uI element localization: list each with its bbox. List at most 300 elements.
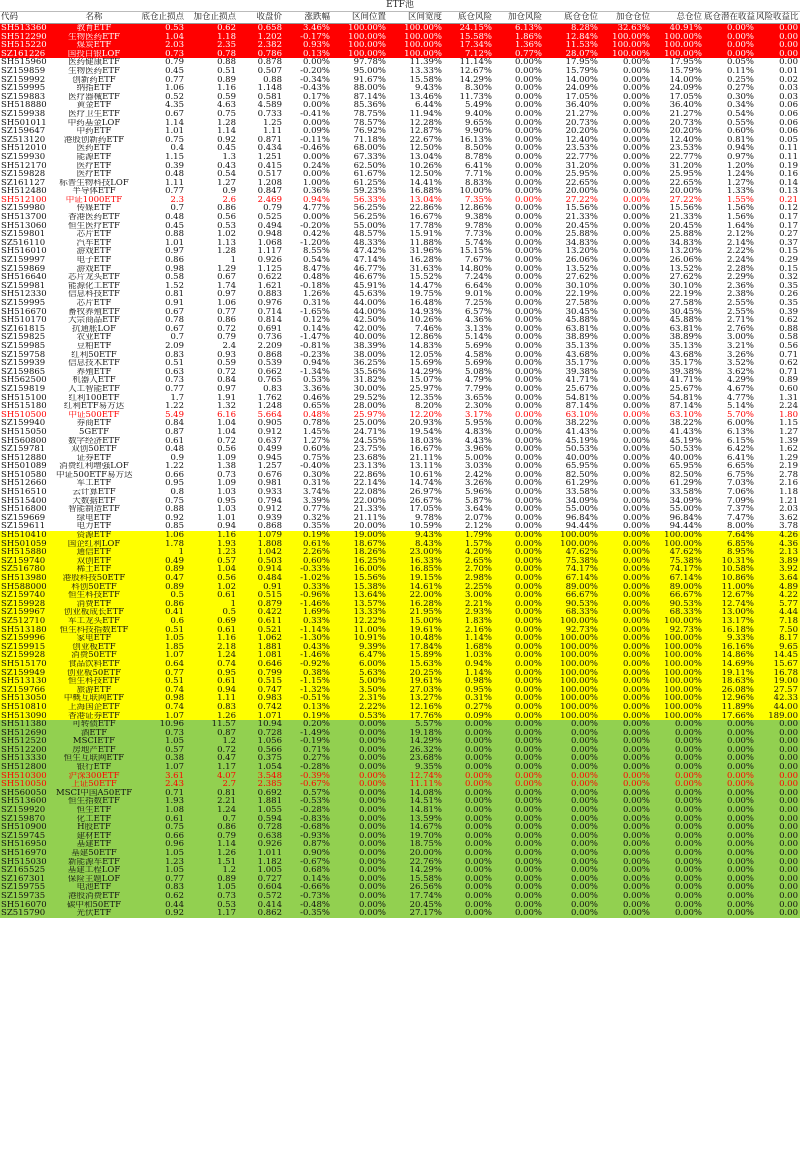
etf-code-cell: SH512520 [0, 737, 56, 746]
value-cell: 4.29% [726, 376, 754, 385]
value-cell: 1.15 [165, 152, 184, 162]
table-row [0, 901, 800, 910]
value-cell: 0.12% [302, 316, 330, 325]
etf-code-cell: SH501089 [1, 462, 47, 471]
value-cell: 22.00% [353, 496, 386, 506]
value-cell: 0.87% [284, 840, 332, 849]
etf-name-cell: 红利50ETF [71, 350, 117, 360]
value-cell: 10.96 [134, 720, 186, 729]
value-cell: 0.73 [217, 470, 236, 480]
value-cell: 0.00% [514, 144, 542, 153]
value-cell: 0.65% [302, 402, 330, 411]
value-cell: 30.45% [669, 307, 702, 317]
value-cell: 5.57% [388, 720, 444, 729]
value-cell: 0.61 [186, 626, 238, 635]
value-cell: 42.00% [353, 324, 386, 334]
value-cell: 0.00% [600, 643, 652, 652]
value-cell: 35.56% [353, 367, 386, 377]
etf-name-cell: 港股消费ETF [56, 892, 134, 901]
value-cell: 1.202 [238, 33, 284, 42]
value-cell: 2.18 [186, 643, 238, 652]
value-cell: 48.57% [353, 230, 386, 239]
value-cell: 0.00% [622, 101, 650, 110]
table-row [0, 858, 800, 867]
value-cell: 1.20% [726, 161, 754, 171]
value-cell: 0.06 [779, 127, 798, 136]
table-row [0, 617, 800, 626]
etf-name-cell: 机器人ETF [72, 376, 116, 385]
etf-code-cell: SH516800 [1, 505, 47, 514]
etf-name-cell: 港股科技50ETF [56, 574, 134, 583]
value-cell: 0.00% [652, 892, 704, 901]
value-cell: 100.00% [544, 531, 600, 540]
value-cell: 0.6 [134, 617, 186, 626]
value-cell: 0.31% [444, 694, 494, 703]
value-cell: 0.00% [622, 204, 650, 214]
value-cell: 6.15% [726, 436, 754, 446]
value-cell: 17.95% [669, 58, 702, 67]
value-cell: 3.36% [302, 384, 330, 394]
value-cell: 0.00% [600, 729, 652, 738]
value-cell: 0.79 [263, 204, 282, 214]
value-cell: 1.28 [217, 247, 236, 257]
value-cell: 0.72 [186, 746, 238, 755]
value-cell: 17.05% [409, 505, 442, 514]
value-cell: 0.00% [332, 883, 388, 892]
value-cell: 0.00% [514, 92, 542, 102]
value-cell: 100.00% [388, 50, 444, 59]
value-cell: 0.00% [514, 170, 542, 179]
value-cell: 0.00% [652, 849, 704, 858]
value-cell: 0.00% [494, 703, 544, 712]
value-cell: 1.01 [165, 238, 184, 248]
value-cell: -1.65% [300, 307, 330, 317]
value-cell: 24.09% [669, 84, 702, 93]
value-cell: 5.70% [726, 410, 754, 420]
etf-name-cell: 军工龙头ETF [56, 617, 134, 626]
value-cell: 0.00% [600, 892, 652, 901]
value-cell: 85.36% [353, 101, 386, 110]
value-cell: 0.00% [332, 789, 388, 798]
value-cell: 0.00% [544, 858, 600, 867]
value-cell: 6.75% [726, 470, 754, 480]
value-cell: 1 [230, 256, 236, 265]
value-cell: 15.91% [409, 230, 442, 239]
value-cell: 30.45% [565, 307, 598, 317]
etf-name-cell: 基建50ETF [56, 849, 134, 858]
value-cell: 1.93 [134, 797, 186, 806]
value-cell: 21.27% [669, 109, 702, 119]
etf-code-cell: SH510810 [0, 703, 56, 712]
value-cell: 0.00% [622, 367, 650, 377]
value-cell: 9.43% [388, 531, 444, 540]
value-cell: 27.62% [669, 273, 702, 282]
etf-name-cell: 传媒ETF [76, 204, 112, 214]
value-cell: 0.7 [170, 333, 184, 342]
value-cell: 1.09 [217, 479, 236, 489]
value-cell: 0.939 [257, 513, 282, 523]
value-cell: 0.00% [600, 737, 652, 746]
value-cell: 0.00% [704, 746, 756, 755]
table-row [0, 669, 800, 678]
value-cell: 13.52% [669, 264, 702, 274]
table-row [0, 299, 800, 308]
value-cell: 0.00% [444, 797, 494, 806]
value-cell: 9.65 [756, 643, 800, 652]
value-cell: 0.00% [514, 204, 542, 214]
etf-name-cell: 港股创新药ETF [63, 135, 125, 145]
value-cell: 0.00% [494, 720, 544, 729]
value-cell: 1.86% [494, 33, 544, 42]
value-cell: 0.00% [444, 858, 494, 867]
value-cell: 0.00% [622, 144, 650, 153]
value-cell: 4.67% [726, 384, 754, 394]
value-cell: 0.981 [257, 479, 282, 489]
value-cell: 34.83% [669, 238, 702, 248]
value-cell: 0.00% [704, 772, 756, 781]
value-cell: 27.58% [669, 299, 702, 308]
value-cell: 12.20% [409, 410, 442, 420]
value-cell: 34.09% [669, 496, 702, 506]
value-cell: 1.28 [217, 118, 236, 128]
value-cell: 1.16 [186, 531, 238, 540]
value-cell: 100.00% [600, 33, 652, 42]
value-cell: -1.49% [284, 729, 332, 738]
value-cell: 0.60 [779, 384, 798, 394]
value-cell: 0.00% [514, 299, 542, 308]
value-cell: 0.21 [779, 195, 798, 205]
value-cell: 1.07 [134, 712, 186, 721]
value-cell: 0.646 [238, 660, 284, 669]
value-cell: 0.27% [284, 754, 332, 763]
value-cell: 26.97% [409, 488, 442, 497]
value-cell: 12.67% [704, 591, 756, 600]
value-cell: 3.50% [332, 686, 388, 695]
value-cell: -0.67% [284, 858, 332, 867]
value-cell: 0.00% [444, 849, 494, 858]
etf-name-cell: 云计算ETF [72, 488, 116, 497]
value-cell: -0.33% [284, 565, 332, 574]
value-cell: 0.00% [652, 901, 704, 910]
value-cell: 0.71 [779, 350, 798, 360]
value-cell: 3.74% [302, 488, 330, 497]
value-cell: 0.00% [600, 789, 652, 798]
value-cell: 23.53% [669, 144, 702, 153]
value-cell: 30.00% [353, 384, 386, 394]
value-cell: 0.00% [332, 797, 388, 806]
value-cell: 0.53% [332, 712, 388, 721]
value-cell: 7.09% [726, 496, 754, 506]
value-cell: 4.589 [257, 101, 282, 110]
value-cell: 14.00% [565, 75, 598, 85]
value-cell: 68.00% [353, 144, 386, 153]
value-cell: 0.33% [284, 617, 332, 626]
value-cell: 0.503 [238, 557, 284, 566]
value-cell: 56.25% [353, 204, 386, 214]
value-cell: 44.00% [353, 299, 386, 308]
value-cell: 2.13 [756, 548, 800, 557]
value-cell: 0.00% [494, 600, 544, 609]
value-cell: 5.49 [165, 410, 184, 420]
value-cell: 5.95% [464, 419, 492, 428]
etf-code-cell: SZ161226 [0, 50, 56, 59]
value-cell: 1.068 [257, 238, 282, 248]
value-cell: 20.00% [388, 849, 444, 858]
value-cell: 4.35 [165, 101, 184, 110]
value-cell: 15.00% [388, 617, 444, 626]
value-cell: 31.63% [409, 264, 442, 274]
etf-name-cell: 证券ETF [76, 453, 112, 463]
value-cell: 23.68% [388, 754, 444, 763]
value-cell: 17.05% [669, 92, 702, 102]
etf-code-cell: SZ159801 [1, 230, 46, 239]
value-cell: 22.00% [388, 591, 444, 600]
value-cell: 0.00% [514, 316, 542, 325]
value-cell: 0.38 [134, 754, 186, 763]
value-cell: 78.75% [353, 109, 386, 119]
value-cell: 2.12% [464, 522, 492, 532]
value-cell: 2.385 [238, 780, 284, 789]
value-cell: 0.77% [302, 505, 330, 514]
value-cell: 19.61% [388, 677, 444, 686]
value-cell: 1.14 [217, 127, 236, 136]
value-cell: 25.88% [669, 230, 702, 239]
etf-code-cell: SH588000 [0, 583, 56, 592]
value-cell: 1.881 [238, 643, 284, 652]
value-cell: 40.00% [669, 453, 702, 463]
value-cell: -1.32% [284, 686, 332, 695]
value-cell: -0.48% [284, 901, 332, 910]
etf-name-cell: 教育ETF [56, 24, 134, 33]
value-cell: 0.00% [514, 152, 542, 162]
table-row [0, 376, 800, 385]
value-cell: 22.65% [565, 178, 598, 188]
header-row [0, 12, 800, 24]
value-cell: 22.76% [388, 858, 444, 867]
value-cell: 4.44 [756, 608, 800, 617]
value-cell: 0.61 [186, 677, 238, 686]
value-cell: 1.04 [134, 33, 186, 42]
value-cell: 100.00% [652, 617, 704, 626]
value-cell: 2.03 [779, 505, 798, 514]
value-cell: 6.64% [464, 281, 492, 291]
value-cell: 1.83% [444, 617, 494, 626]
value-cell: 0.64 [134, 660, 186, 669]
value-cell: 10.91% [332, 634, 388, 643]
value-cell: 100.00% [544, 643, 600, 652]
etf-name-cell: MSCIETF [56, 737, 134, 746]
value-cell: 24.15% [444, 24, 494, 33]
value-cell: 0.06 [779, 118, 798, 128]
value-cell: 0.00% [622, 384, 650, 394]
value-cell: 0.19% [284, 531, 332, 540]
value-cell: 14.74% [409, 479, 442, 489]
value-cell: 0.00% [444, 823, 494, 832]
value-cell: -0.28% [284, 806, 332, 815]
value-cell: 0.691 [257, 324, 282, 334]
value-cell: 82.50% [565, 470, 598, 480]
value-cell: 0.72 [217, 436, 236, 446]
value-cell: 1.081 [238, 651, 284, 660]
value-cell: 0.517 [257, 170, 282, 179]
value-cell: 14.86% [704, 651, 756, 660]
value-cell: 1.117 [257, 247, 282, 257]
table-row [0, 875, 800, 884]
table-row [0, 385, 800, 394]
value-cell: 12.50% [409, 170, 442, 179]
value-cell: 0.97 [217, 384, 236, 394]
value-cell: 46.67% [353, 273, 386, 282]
table-row [0, 540, 800, 549]
table-row [0, 479, 800, 488]
value-cell: 0.00% [514, 221, 542, 231]
value-cell: 1 [186, 600, 238, 609]
value-cell: 0.00% [544, 849, 600, 858]
value-cell: -0.43% [300, 84, 330, 93]
value-cell: 1.74 [217, 281, 236, 291]
value-cell: 61.29% [565, 479, 598, 489]
value-cell: 0.00% [514, 281, 542, 291]
value-cell: 87.14% [565, 402, 598, 411]
value-cell: 0.00% [704, 858, 756, 867]
value-cell: 0.00% [652, 789, 704, 798]
value-cell: 1.2 [186, 737, 238, 746]
value-cell: 1.27 [217, 178, 236, 188]
etf-name-cell: 香港医药ETF [68, 213, 120, 222]
value-cell: 0.00% [704, 797, 756, 806]
value-cell: 1.06 [217, 299, 236, 308]
table-row [0, 359, 800, 368]
value-cell: 0.00% [600, 763, 652, 772]
value-cell: 2.7 [186, 780, 238, 789]
value-cell: 0.79 [186, 832, 238, 841]
value-cell: 7.12% [444, 50, 494, 59]
column-header: 区间宽度 [388, 12, 444, 24]
value-cell: 0.736 [257, 333, 282, 342]
table-row [0, 608, 800, 617]
value-cell: 7.47% [726, 513, 754, 523]
value-cell: 2.07% [464, 513, 492, 523]
value-cell: 0.00% [600, 600, 652, 609]
value-cell: 15.15% [459, 247, 492, 257]
value-cell: 1.042 [238, 548, 284, 557]
value-cell: 0.00% [514, 238, 542, 248]
value-cell: 1.03% [444, 651, 494, 660]
value-cell: 0.00% [622, 75, 650, 85]
value-cell: 43.68% [565, 350, 598, 360]
value-cell: 1.054 [238, 763, 284, 772]
value-cell: 0.00% [600, 780, 652, 789]
value-cell: 15.79% [565, 66, 598, 76]
value-cell: 0.414 [238, 901, 284, 910]
value-cell: 0.75% [302, 453, 330, 463]
value-cell: 27.62% [565, 273, 598, 282]
value-cell: 12.35% [409, 393, 442, 403]
value-cell: 1.14% [444, 669, 494, 678]
etf-code-cell: SZ159928 [0, 651, 56, 660]
value-cell: 0.71 [134, 789, 186, 798]
value-cell: 0.00 [756, 832, 800, 841]
value-cell: 2.70% [444, 565, 494, 574]
table-row [0, 58, 800, 67]
value-cell: 40.00% [353, 333, 386, 342]
value-cell: 0.611 [238, 617, 284, 626]
etf-name-cell: 资源ETF [56, 531, 134, 540]
value-cell: 1.125 [257, 264, 282, 274]
value-cell: 0.00% [600, 677, 652, 686]
value-cell: 1.17 [186, 909, 238, 918]
value-cell: 8.00% [726, 522, 754, 532]
value-cell: 0.53 [134, 24, 186, 33]
value-cell: 2.03 [134, 41, 186, 50]
value-cell: 0.75 [165, 135, 184, 145]
etf-code-cell: SH501011 [1, 118, 47, 128]
etf-code-cell: SH516970 [0, 849, 56, 858]
etf-name-cell: 人工智能ETF [68, 384, 120, 394]
value-cell: 0.29 [779, 256, 798, 265]
value-cell: 1.248 [257, 402, 282, 411]
value-cell: 0.00% [514, 453, 542, 463]
value-cell: 82.50% [669, 470, 702, 480]
value-cell: 47.62% [652, 548, 704, 557]
value-cell: 14.83% [409, 341, 442, 351]
value-cell: 0.00% [600, 832, 652, 841]
etf-code-cell: SH515960 [1, 58, 47, 67]
etf-name-cell: 基建工程LOF [56, 866, 134, 875]
value-cell: 0.00% [600, 901, 652, 910]
value-cell: 0.00 [756, 901, 800, 910]
value-cell: 4.36 [756, 540, 800, 549]
value-cell: 8.20% [414, 402, 442, 411]
value-cell: 100.00% [332, 41, 388, 50]
value-cell: 27.22% [669, 195, 702, 205]
value-cell: 14.51% [388, 797, 444, 806]
value-cell: 10.26% [409, 161, 442, 171]
column-header: 名称 [56, 12, 134, 24]
value-cell: 15.67 [756, 660, 800, 669]
value-cell: 0.34% [726, 101, 754, 110]
value-cell: 0.00% [494, 797, 544, 806]
value-cell: 39.38% [669, 367, 702, 377]
value-cell: 0.00% [332, 866, 388, 875]
value-cell: 0.00 [756, 815, 800, 824]
value-cell: 25.67% [565, 384, 598, 394]
table-row [0, 153, 800, 162]
value-cell: 61.67% [353, 170, 386, 179]
value-cell: 0.00% [652, 875, 704, 884]
value-cell: 0.00% [704, 849, 756, 858]
etf-name-cell: 中证1000ETF [65, 195, 123, 205]
value-cell: 0.77 [165, 187, 184, 196]
value-cell: 15.89% [388, 651, 444, 660]
etf-name-cell: 智能制造ETF [68, 505, 120, 514]
value-cell: 5.69% [464, 341, 492, 351]
etf-name-cell: 能源ETF [76, 152, 112, 162]
value-cell: 0.00% [622, 470, 650, 480]
value-cell: 1.93 [186, 540, 238, 549]
value-cell: 39.38% [565, 367, 598, 377]
value-cell: 0.61 [134, 815, 186, 824]
value-cell: 0.00% [600, 703, 652, 712]
value-cell: 20.45% [669, 221, 702, 231]
table-row [0, 187, 800, 196]
value-cell: 0.00% [652, 909, 704, 918]
etf-code-cell: SZ159992 [1, 75, 46, 85]
value-cell: 36.40% [669, 101, 702, 110]
value-cell: 8.78% [464, 152, 492, 162]
table-row [0, 583, 800, 592]
value-cell: 0.00% [652, 772, 704, 781]
